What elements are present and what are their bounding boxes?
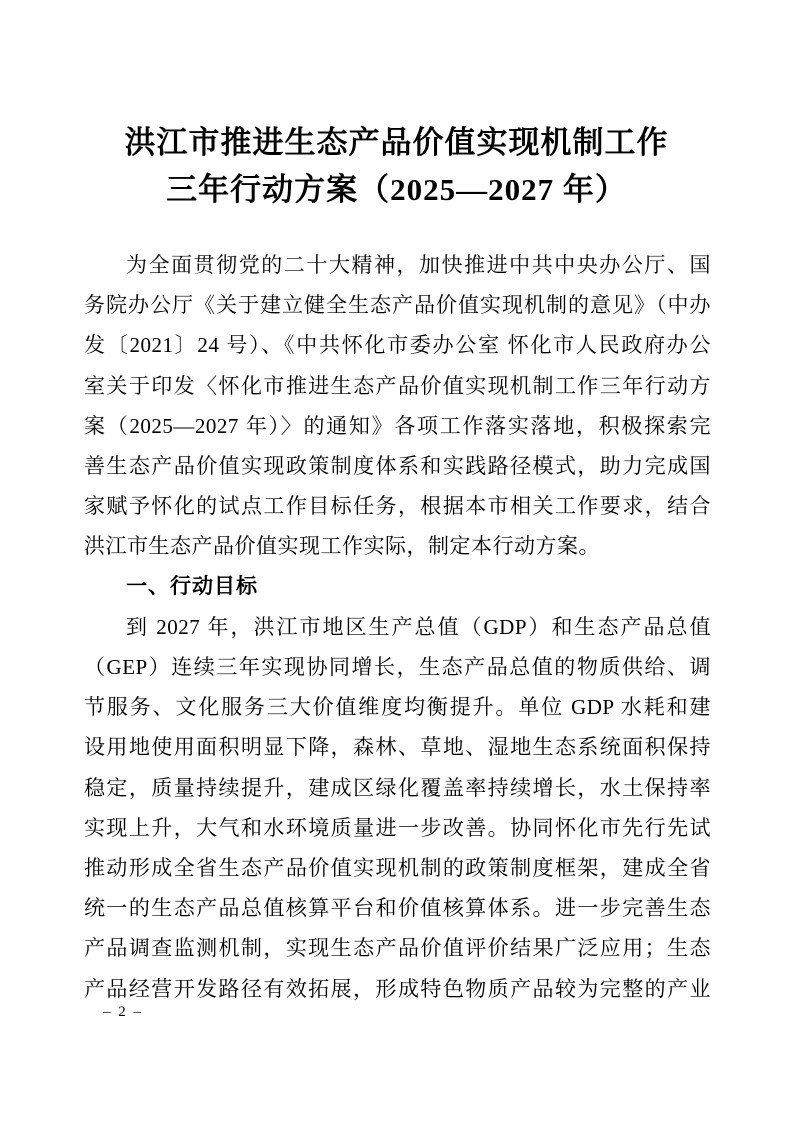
document-title-line-2: 三年行动方案（2025—2027 年）: [166, 172, 627, 207]
body-line: 稳定，质量持续提升，建成区绿化覆盖率持续增长，水土保持率: [84, 775, 711, 800]
body-line: 洪江市生态产品价值实现工作实际，制定本行动方案。: [84, 534, 600, 559]
body-line: 善生态产品价值实现政策制度体系和实践路径模式，助力完成国: [84, 454, 711, 479]
document-title-line-1: 洪江市推进生态产品价值实现机制工作: [124, 125, 669, 160]
section-heading: 一、行动目标: [126, 574, 258, 598]
body-line: 发〔2021〕24 号）、《中共怀化市委办公室 怀化市人民政府办公: [84, 333, 711, 358]
body-line: 产品调查监测机制，实现生态产品价值评价结果广泛应用；生态: [84, 936, 711, 961]
body-line: （GEP）连续三年实现协同增长，生态产品总值的物质供给、调: [84, 655, 711, 680]
body-line: 案（2025—2027 年）〉的通知》各项工作落实落地，积极探索完: [84, 413, 711, 438]
body-line: 到 2027 年，洪江市地区生产总值（GDP）和生态产品总值: [126, 614, 711, 639]
body-line: 务院办公厅《关于建立健全生态产品价值实现机制的意见》（中办: [84, 293, 711, 318]
body-line: 推动形成全省生态产品价值实现机制的政策制度框架，建成全省: [84, 856, 711, 881]
body-line: 为全面贯彻党的二十大精神，加快推进中共中央办公厅、国: [126, 253, 711, 277]
body-line: 室关于印发〈怀化市推进生态产品价值实现机制工作三年行动方: [84, 373, 711, 398]
body-line: 家赋予怀化的试点工作目标任务，根据本市相关工作要求，结合: [84, 494, 711, 519]
page-number: – 2 –: [103, 1004, 143, 1020]
body-line: 节服务、文化服务三大价值维度均衡提升。单位 GDP 水耗和建: [84, 695, 711, 720]
body-line: 设用地使用面积明显下降，森林、草地、湿地生态系统面积保持: [84, 735, 711, 760]
document-body: [84, 245, 711, 1009]
body-line: 产品经营开发路径有效拓展，形成特色物质产品较为完整的产业: [84, 976, 711, 1001]
body-line: 统一的生态产品总值核算平台和价值核算体系。进一步完善生态: [84, 896, 711, 921]
document-title: [40, 119, 753, 213]
body-line: 实现上升，大气和水环境质量进一步改善。协同怀化市先行先试: [84, 815, 711, 840]
